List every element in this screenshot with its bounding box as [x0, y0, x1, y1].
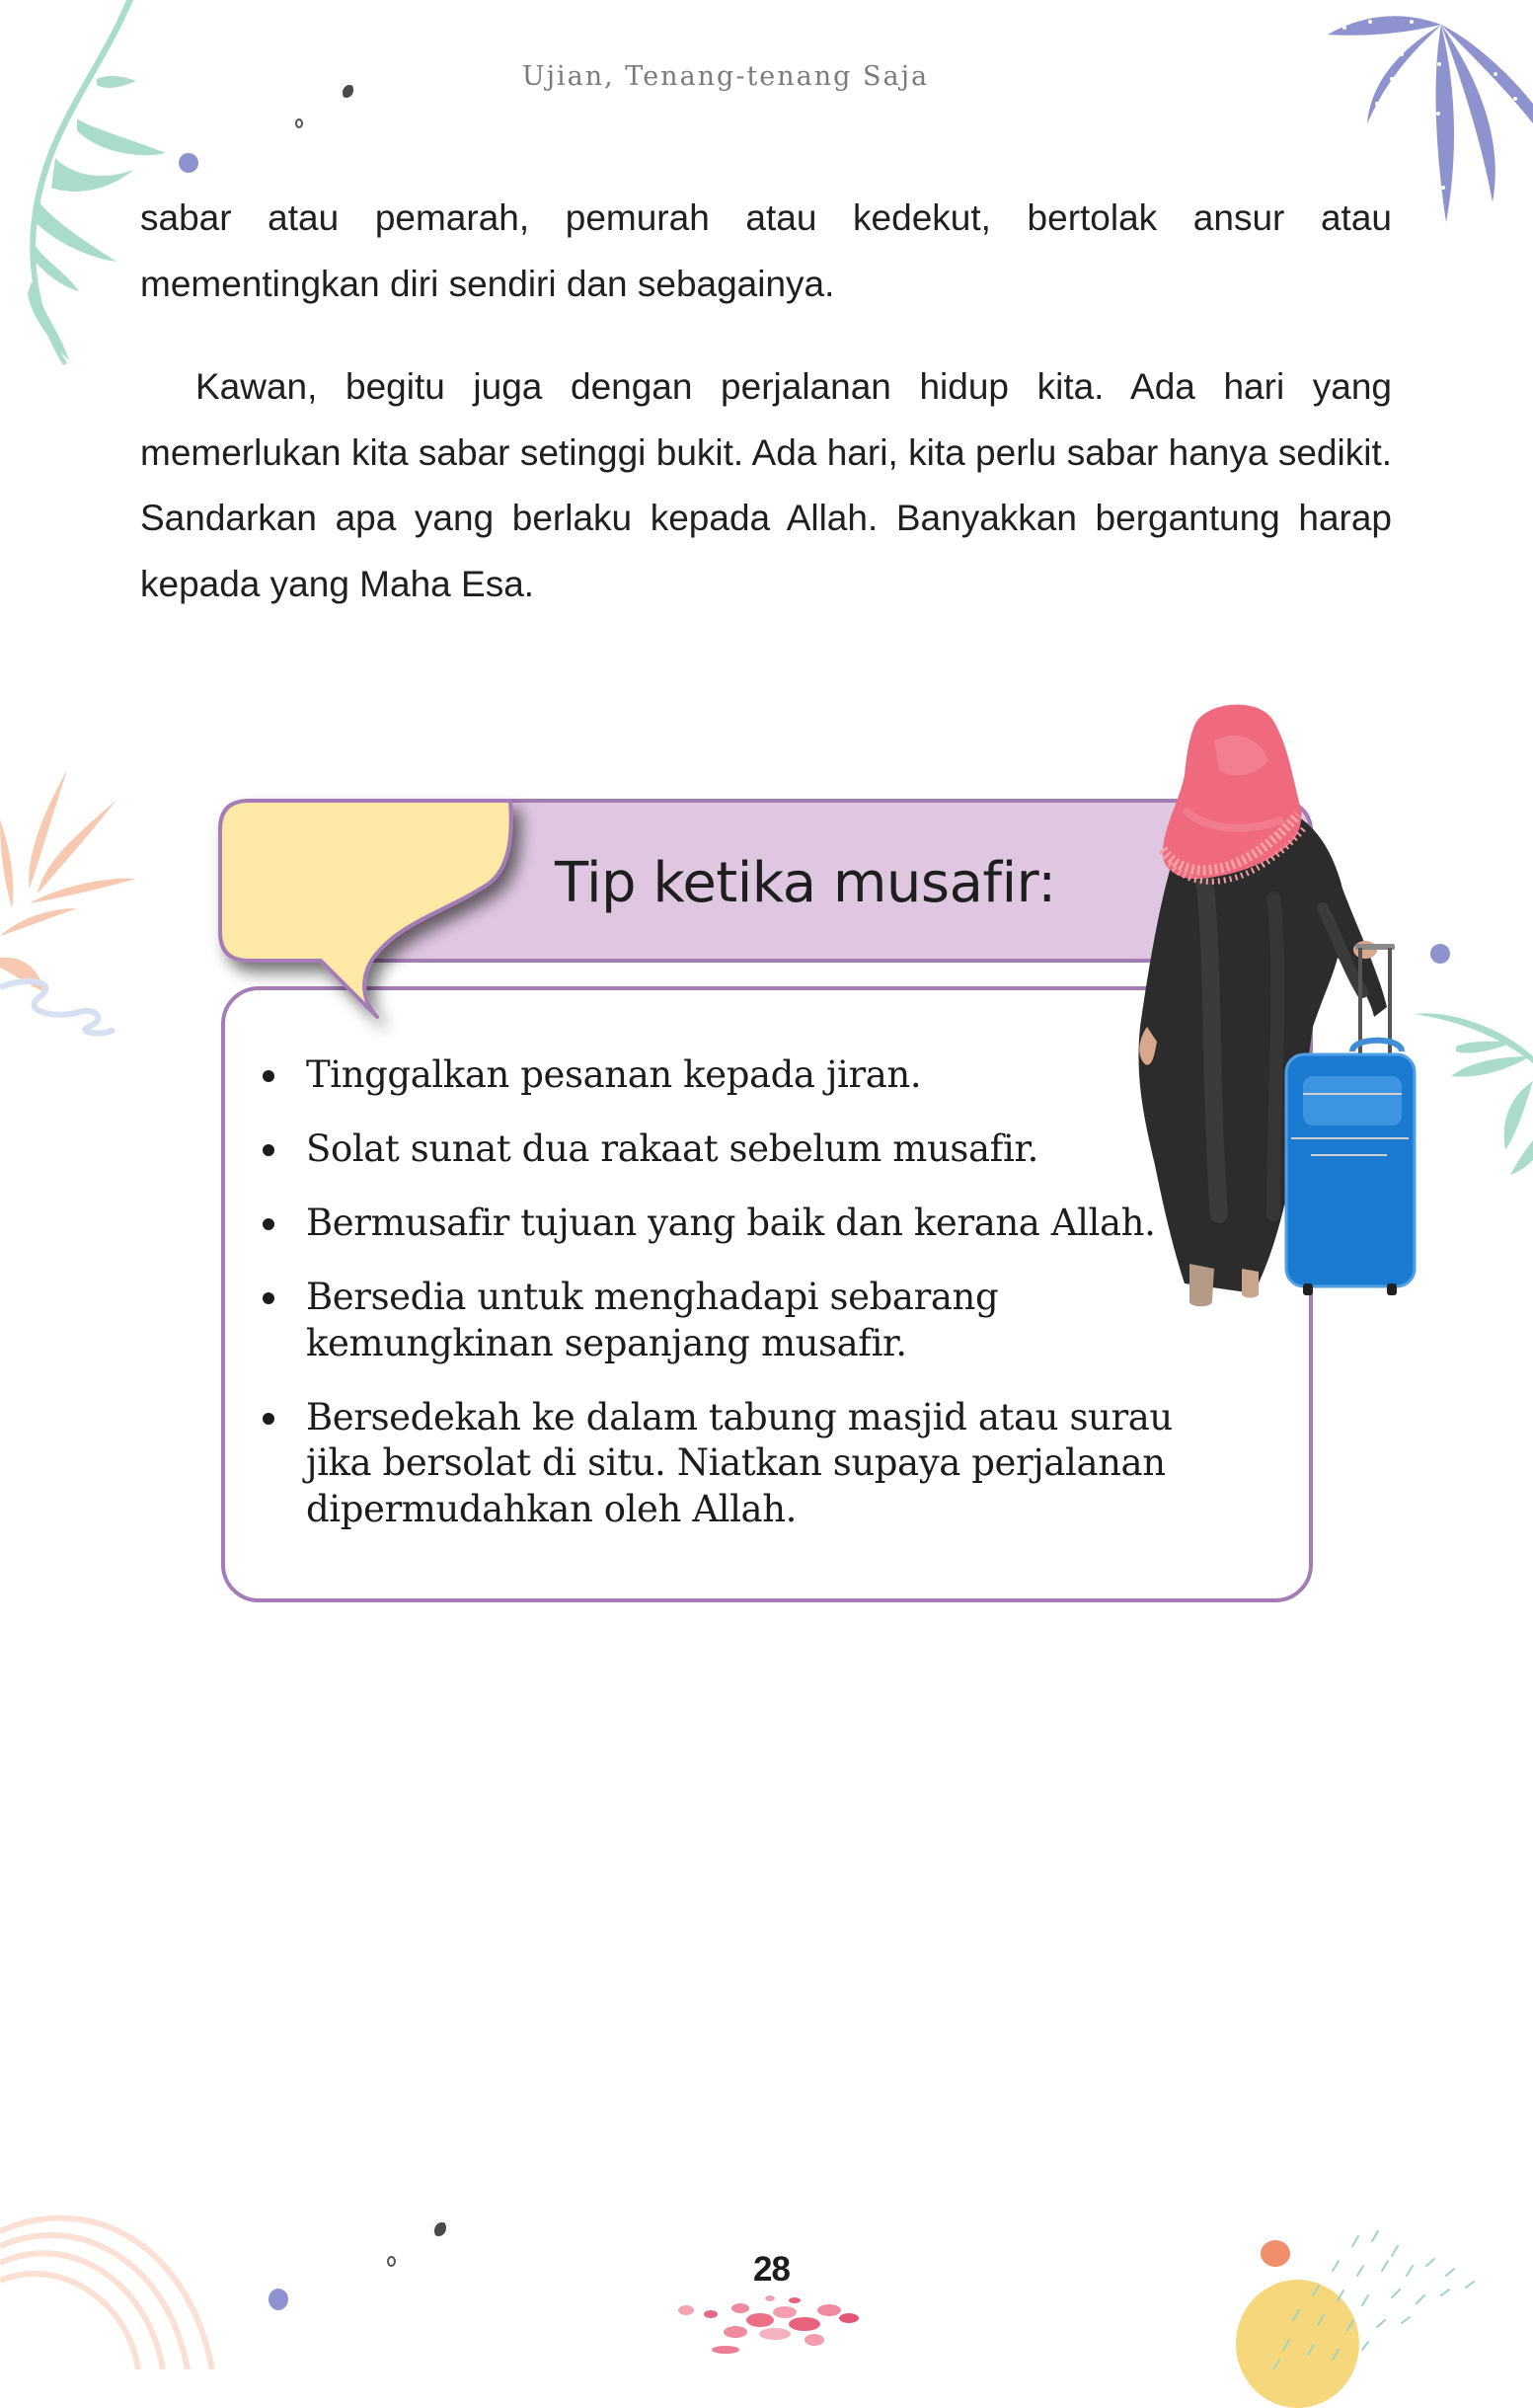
- page-number: 28: [753, 2250, 790, 2289]
- paragraph-1: sabar atau pemarah, pemurah atau kedekut, bertolak ansur atau mementingkan diri sendiri dan sebagainya.: [140, 197, 1392, 304]
- bullet-icon: [263, 1413, 274, 1425]
- woman-with-suitcase-illustration: [1125, 701, 1421, 1313]
- bullet-icon: [263, 1292, 274, 1304]
- bullet-icon: [263, 1070, 274, 1082]
- decorative-dot: [431, 2219, 446, 2236]
- tip-item: Tinggalkan pesanan kepada jiran.: [259, 1052, 1206, 1099]
- tip-box-title: Tip ketika musafir:: [555, 851, 1056, 915]
- rose-petals-icon: [666, 2291, 874, 2360]
- paragraph-2: Kawan, begitu juga dengan perjalanan hidup kita. Ada hari yang memerlukan kita sabar setinggi bukit. Ada hari, kita perlu sabar hanya sedikit. Sandarkan apa yang berlaku kepada Allah. Banyakkan bergantung harap kepada yang Maha Esa.: [140, 366, 1392, 604]
- tip-item: Bersedia untuk menghadapi sebarang kemungkinan sepanjang musafir.: [259, 1275, 1017, 1366]
- tip-item: Bersedekah ke dalam tabung masjid atau surau jika bersolat di situ. Niatkan supaya perjalanan dipermudahkan oleh Allah.: [259, 1395, 1214, 1533]
- decorative-dot: [268, 2289, 288, 2310]
- tip-item: Solat sunat dua rakaat sebelum musafir.: [259, 1126, 1206, 1173]
- tip-item: Bermusafir tujuan yang baik dan kerana Allah.: [259, 1201, 1206, 1247]
- running-header: Ujian, Tenang-tenang Saja: [521, 61, 930, 92]
- bullet-icon: [263, 1144, 274, 1156]
- bullet-icon: [263, 1218, 274, 1230]
- tips-list: [259, 1052, 1206, 1561]
- dashes-pattern-icon: [1254, 2226, 1533, 2369]
